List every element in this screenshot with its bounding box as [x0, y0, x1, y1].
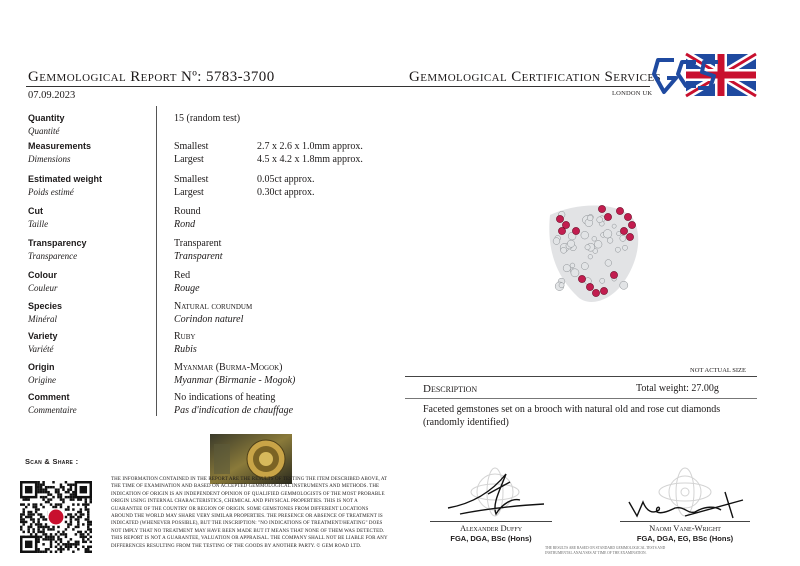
- property-value: 0.05ct approx.: [257, 174, 315, 185]
- property-value-fr: Transparent: [174, 250, 223, 262]
- property-value: Natural corundum: [174, 301, 253, 312]
- property-value: 4.5 x 4.2 x 1.8mm approx.: [257, 153, 363, 165]
- property-value: 15 (random test): [174, 113, 241, 124]
- property-label-fr: Quantité: [28, 125, 60, 136]
- property-value: Ruby: [174, 331, 196, 342]
- property-label: Cut: [28, 206, 43, 216]
- not-actual-size-caption: NOT ACTUAL SIZE: [690, 367, 746, 374]
- property-value: Transparent: [174, 238, 222, 249]
- property-label: Species: [28, 301, 63, 311]
- signature-line-1: [430, 521, 552, 522]
- property-value: Myanmar (Burma-Mogok): [174, 362, 283, 373]
- signature-vane-wright: [625, 466, 750, 522]
- scan-share-label: Scan & Share :: [25, 457, 79, 466]
- property-value: 0.30ct approx.: [257, 186, 315, 198]
- property-label-fr: Origine: [28, 374, 56, 385]
- signature-duffy: [440, 464, 550, 520]
- description-text: Faceted gemstones set on a brooch with natural old and rose cut diamonds (randomly identified): [423, 404, 721, 428]
- property-label-fr: Transparence: [28, 250, 78, 261]
- company-city: LONDON UK: [612, 90, 653, 97]
- description-divider: [405, 398, 757, 399]
- signatory-name-1: Alexander Duffy: [459, 523, 523, 533]
- property-label: Variety: [28, 331, 58, 341]
- report-title: Gemmological Report Nº: 5783-3700: [28, 69, 275, 85]
- property-value-fr: Rubis: [174, 343, 197, 355]
- union-jack-flag-icon: [686, 54, 756, 96]
- report-date: 07.09.2023: [28, 90, 76, 101]
- signatory-name-2: Naomi Vane-Wright: [649, 523, 721, 533]
- property-label-fr: Couleur: [28, 282, 58, 293]
- property-label: Colour: [28, 270, 57, 280]
- signatory-quals-1: FGA, DGA, BSc (Hons): [450, 534, 532, 543]
- table-divider: [156, 106, 157, 416]
- property-value-key: Smallest: [174, 141, 209, 152]
- property-label-fr: Poids estimé: [28, 186, 74, 197]
- description-divider-top: [405, 376, 757, 377]
- property-value-fr: Rond: [174, 218, 196, 230]
- description-title: Description: [423, 383, 478, 395]
- property-value-key: Smallest: [174, 174, 209, 185]
- property-label: Estimated weight: [28, 174, 103, 184]
- total-weight: Total weight: 27.00g: [636, 383, 719, 394]
- fine-print: THE RESULTS ARE BASED ON STANDARD GEMMOLOGICAL TESTS AND INSTRUMENTAL ANALYSES AT TIME OF THE EXAMINATION.: [545, 546, 666, 555]
- signature-line-2: [620, 521, 750, 522]
- signatory-quals-2: FGA, DGA, EG, BSc (Hons): [636, 534, 734, 543]
- company-name: Gemmological Certification Services: [409, 69, 662, 85]
- property-label-fr: Minéral: [28, 313, 57, 324]
- property-value-fr: Rouge: [174, 282, 200, 294]
- property-label-fr: Commentaire: [28, 404, 77, 415]
- brooch-photo: [520, 195, 650, 315]
- property-label: Comment: [28, 392, 70, 402]
- qr-code[interactable]: [20, 481, 92, 553]
- property-value-fr: Myanmar (Birmanie - Mogok): [174, 374, 296, 386]
- property-value: Red: [174, 270, 191, 281]
- property-label-fr: Taille: [28, 218, 49, 229]
- property-label-fr: Dimensions: [28, 153, 71, 164]
- property-label: Measurements: [28, 141, 92, 151]
- property-label: Transparency: [28, 238, 87, 248]
- property-value-key: Largest: [174, 153, 204, 165]
- property-label: Quantity: [28, 113, 65, 123]
- property-value: 2.7 x 2.6 x 1.0mm approx.: [257, 141, 363, 152]
- property-label-fr: Variété: [28, 343, 54, 354]
- property-value: Round: [174, 206, 201, 217]
- property-value-fr: Corindon naturel: [174, 313, 244, 325]
- header-divider: [26, 86, 650, 87]
- property-value-key: Largest: [174, 186, 204, 198]
- property-value-fr: Pas d'indication de chauffage: [174, 404, 294, 416]
- company-logo: [652, 52, 758, 98]
- property-value: No indications of heating: [174, 392, 276, 403]
- property-label: Origin: [28, 362, 55, 372]
- disclaimer-text: THE INFORMATION CONTAINED IN THE REPORT ARE THE RESULTS OF TESTING THE ITEM DESCRIBED ABOVE, AT THE TIME OF EXAMINATION AND BASED ON ACCEPTED GEMMOLOGICAL INSTRUMENTS AND METHODS. THE INDICATION OF ORIGIN IS AN INDEPENDENT OPINION OF QUALIFIED GEMMOLOGISTS OF THE MOST PROBABLE ORIGIN USING INTERNAL CHARACTERISTICS, CHEMICAL AND PHYSICAL PROPERTIES. THIS IS NOT A GUARANTEE OF THE COUNTRY OR REGION OF ORIGIN. SOME GEMSTONES FROM DIFFERENT LOCATIONS ABOUND THE WORLD MAY SHARE VERY SIMILAR PROPERTIES. THE PRESENCE OR ABSENCE OF TREATMENT IS INDICATED (WHENEVER POSSIBLE), BUT THE INSCRIPTION: "NO INDICATIONS OF TREATMENT/HEATING" DOES NOT IMPLY THAT NO TREATMENT MAY HAVE BEEN MADE BUT IT MEANS THAT NONE OF THEM WAS DETECTED. THIS REPORT IS NOT A GUARANTEE, VALUATION OR APPRAISAL. THE COMPANY SHALL NOT BE LIABLE FOR ANY DIFFERENCES RESULTING FROM THE TESTING OF THE GOODS BY ANOTHER PARTY. © GEM ROAD LTD.: [111, 477, 388, 549]
